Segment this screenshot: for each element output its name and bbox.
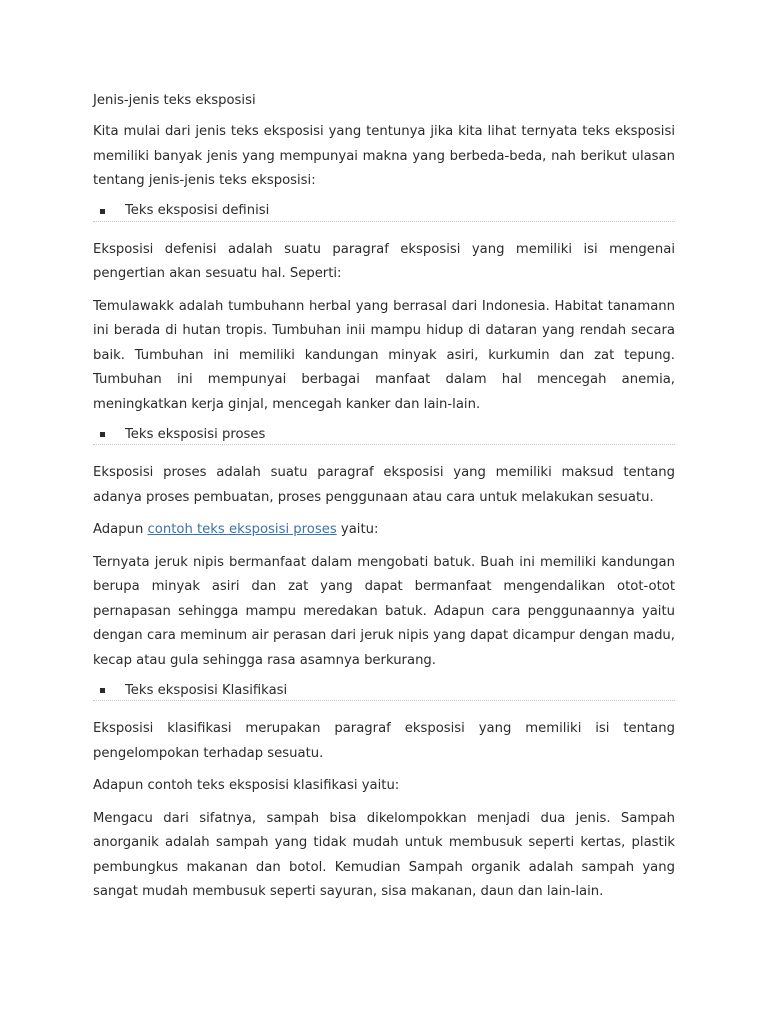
bullet-label: Teks eksposisi Klasifikasi — [125, 682, 288, 698]
example-paragraph: Mengacu dari sifatnya, sampah bisa dikelompokkan menjadi dua jenis. Sampah anorganik adalah sampah yang tidak mudah untuk membusuk seperti kertas, plastik pembungkus makanan dan botol. Kemudian Sampah organik adalah sampah yang sangat mudah membusuk seperti sayuran, sisa makanan, daun dan lain-lain. — [93, 810, 675, 899]
bullet-klasifikasi — [93, 681, 675, 701]
example-intro-paragraph: Adapun contoh teks eksposisi klasifikasi yaitu: — [93, 778, 400, 793]
definition-paragraph: Eksposisi defenisi adalah suatu paragraf eksposisi yang memiliki isi mengenai pengertian akan sesuatu hal. Seperti: — [93, 241, 675, 281]
bullet-label: Teks eksposisi definisi — [125, 203, 270, 218]
bullet-definisi — [93, 202, 675, 222]
square-bullet-icon — [100, 688, 105, 693]
square-bullet-icon — [100, 432, 105, 437]
contoh-proses-link[interactable]: contoh teks eksposisi proses — [147, 522, 337, 537]
definition-paragraph: Eksposisi proses adalah suatu paragraf eksposisi yang memiliki maksud tentang adanya proses pembuatan, proses penggunaan atau cara untuk melakukan sesuatu. — [93, 465, 675, 505]
example-intro-paragraph — [93, 518, 675, 543]
square-bullet-icon — [100, 209, 105, 214]
intro-paragraph: Kita mulai dari jenis teks eksposisi yang tentunya jika kita lihat ternyata teks eksposisi memiliki banyak jenis yang mempunyai makna yang berbeda-beda, nah berikut ulasan tentang jenis-jenis teks eksposisi: — [93, 124, 675, 188]
bullet-proses — [93, 425, 675, 445]
example-paragraph: Ternyata jeruk nipis bermanfaat dalam mengobati batuk. Buah ini memiliki kandungan berupa minyak asiri dan zat yang dapat bermanfaat mengendalikan otot-otot pernapasan sehingga mampu meredakan batuk. Adapun cara penggunaannya yaitu dengan cara meminum air perasan dari jeruk nipis yang dapat dicampur dengan madu, kecap atau gula sehingga rasa asamnya berkurang. — [93, 554, 675, 668]
bullet-label: Teks eksposisi proses — [125, 426, 266, 442]
definition-paragraph: Eksposisi klasifikasi merupakan paragraf eksposisi yang memiliki isi tentang pengelompokan terhadap sesuatu. — [93, 721, 675, 761]
example-paragraph: Temulawakk adalah tumbuhann herbal yang berrasal dari Indonesia. Habitat tanamann ini berada di hutan tropis. Tumbuhan inii mampu hidup di dataran yang rendah secara baik. Tumbuhan ini memiliki kandungan minyak asiri, kurkumin dan zat tepung. Tumbuhan ini mempunyai berbagai manfaat dalam hal mencegah anemia, meningkatkan kerja ginjal, mencegah kanker dan lain-lain. — [93, 298, 675, 412]
document-heading: Jenis-jenis teks eksposisi — [93, 93, 256, 108]
example-intro-prefix: Adapun — [93, 522, 148, 537]
example-intro-suffix: yaitu: — [336, 522, 379, 537]
